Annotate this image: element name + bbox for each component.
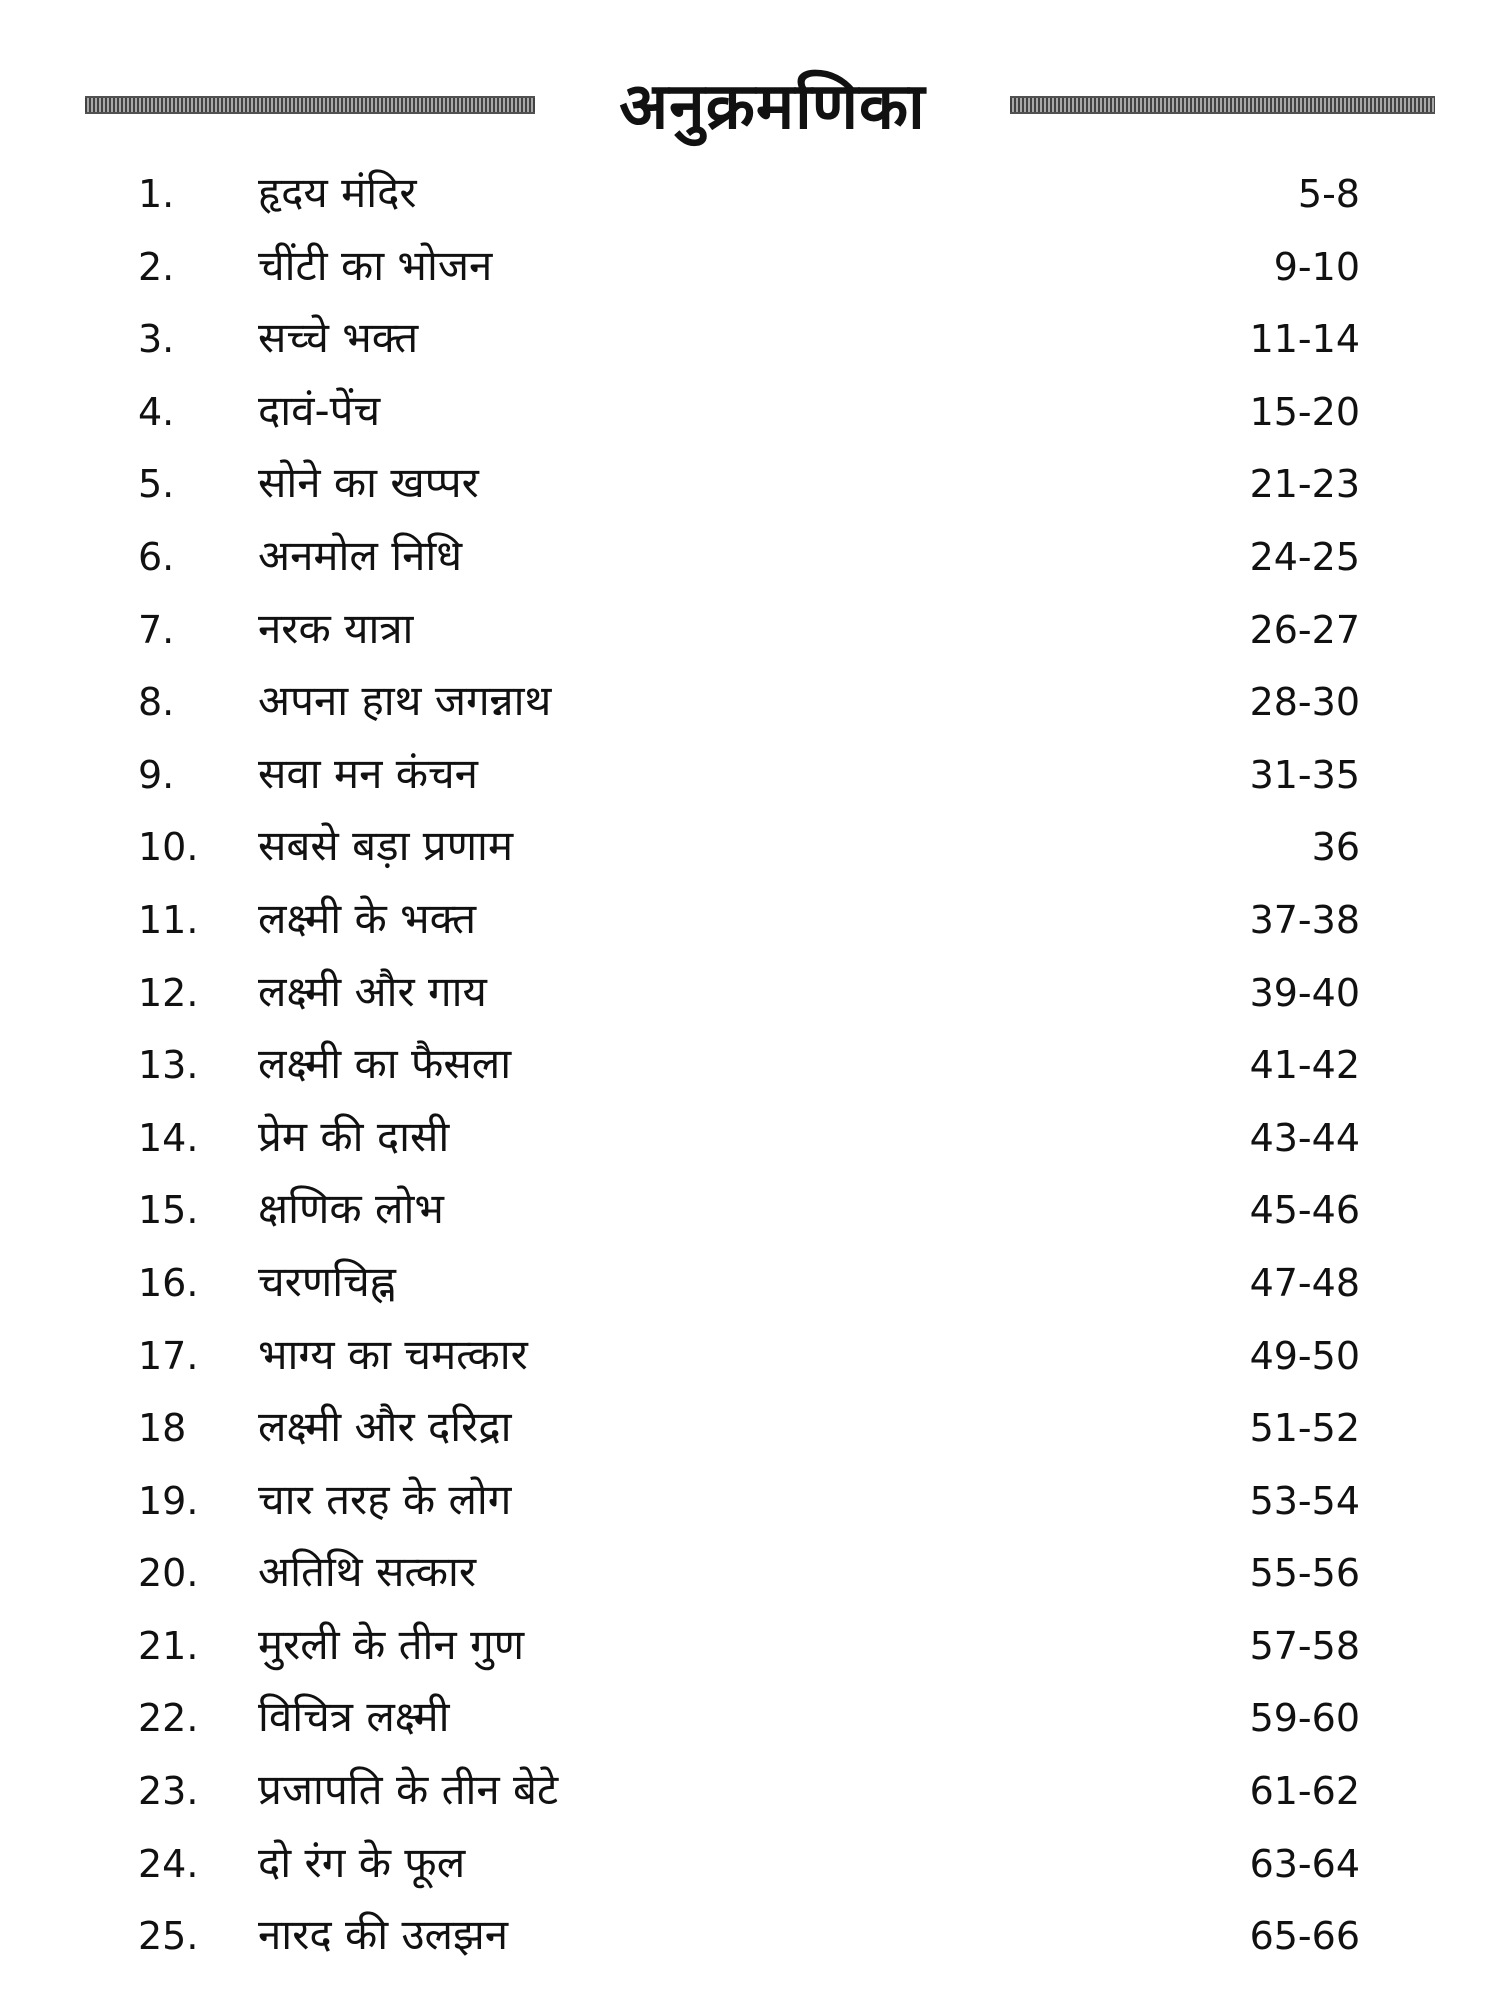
entry-number: 19. [138,1478,199,1523]
entry-number: 13. [138,1043,199,1088]
entry-pages: 55-56 [1249,1551,1360,1596]
entry-number: 23. [138,1769,199,1814]
entry-number: 7. [138,607,175,652]
entry-title: दो रंग के फूल [258,1837,466,1887]
entry-pages: 26-27 [1249,607,1360,652]
entry-number: 11. [138,897,199,942]
toc-entry [0,1320,1500,1393]
entry-title: अपना हाथ जगन्नाथ [258,676,552,726]
toc-entry [0,376,1500,449]
entry-title: भाग्य का चमत्कार [258,1329,528,1379]
entry-number: 5. [138,462,175,507]
toc-entry [0,1102,1500,1175]
entry-pages: 59-60 [1249,1696,1360,1741]
entry-title: सोने का खप्पर [258,458,479,508]
entry-pages: 53-54 [1249,1478,1360,1523]
entry-pages: 37-38 [1249,897,1360,942]
entry-pages: 28-30 [1249,680,1360,725]
entry-number: 3. [138,317,175,362]
entry-number: 20. [138,1551,199,1596]
entry-number: 12. [138,970,199,1015]
entry-number: 6. [138,534,175,579]
toc-entry [0,884,1500,957]
entry-number: 2. [138,244,175,289]
page-title: अनुक्रमणिका [619,70,926,144]
entry-title: मुरली के तीन गुण [258,1619,525,1669]
entry-number: 9. [138,752,175,797]
toc-entry [0,1755,1500,1828]
entry-title: चरणचिह्न [258,1256,396,1306]
entry-title: सबसे बड़ा प्रणाम [258,821,514,871]
toc-entry [0,1828,1500,1901]
entry-pages: 21-23 [1249,462,1360,507]
entry-pages: 49-50 [1249,1333,1360,1378]
toc-entry [0,1682,1500,1755]
entry-number: 21. [138,1623,199,1668]
entry-pages: 15-20 [1249,389,1360,434]
entry-title: सवा मन कंचन [258,748,478,798]
entry-number: 14. [138,1115,199,1160]
toc-entry [0,594,1500,667]
entry-number: 22. [138,1696,199,1741]
entry-title: प्रजापति के तीन बेटे [258,1765,559,1815]
toc-entry [0,1537,1500,1610]
entry-number: 16. [138,1260,199,1305]
toc-entry [0,1247,1500,1320]
entry-title: लक्ष्मी और गाय [258,966,487,1016]
entry-number: 25. [138,1914,199,1959]
toc-entry [0,739,1500,812]
toc-entry [0,957,1500,1030]
entry-title: प्रेम की दासी [258,1111,450,1161]
toc-entry [0,1029,1500,1102]
toc-entry [0,1610,1500,1683]
entry-pages: 47-48 [1249,1260,1360,1305]
toc-entry [0,158,1500,231]
entry-pages: 9-10 [1273,244,1360,289]
entry-pages: 41-42 [1249,1043,1360,1088]
entry-pages: 31-35 [1249,752,1360,797]
entry-title: लक्ष्मी के भक्त [258,893,477,943]
entry-title: चींटी का भोजन [258,240,493,290]
entry-number: 17. [138,1333,199,1378]
entry-pages: 39-40 [1249,970,1360,1015]
toc-entry [0,1174,1500,1247]
toc-entry [0,666,1500,739]
toc-entry [0,1900,1500,1973]
toc-entry [0,1465,1500,1538]
entry-pages: 43-44 [1249,1115,1360,1160]
entry-pages: 65-66 [1249,1914,1360,1959]
entry-number: 10. [138,825,199,870]
entry-title: हृदय मंदिर [258,168,417,217]
entry-title: अतिथि सत्कार [258,1547,477,1597]
entry-pages: 63-64 [1249,1841,1360,1886]
table-of-contents [0,158,1500,1973]
entry-pages: 36 [1311,825,1360,870]
entry-pages: 45-46 [1249,1188,1360,1233]
toc-entry [0,521,1500,594]
entry-title: क्षणिक लोभ [258,1184,444,1234]
toc-entry [0,448,1500,521]
toc-entry [0,1392,1500,1465]
entry-title: नारद की उलझन [258,1910,509,1960]
entry-number: 1. [138,172,175,216]
entry-pages: 11-14 [1249,317,1360,362]
entry-pages: 61-62 [1249,1769,1360,1814]
entry-number: 8. [138,680,175,725]
entry-title: चार तरह के लोग [258,1474,512,1524]
entry-title: विचित्र लक्ष्मी [258,1692,450,1742]
toc-entry [0,811,1500,884]
toc-entry [0,231,1500,304]
title-row [0,62,1500,152]
entry-title: नरक यात्रा [258,603,414,653]
entry-title: लक्ष्मी और दरिद्रा [258,1402,512,1452]
entry-number: 18 [138,1406,187,1451]
entry-number: 24. [138,1841,199,1886]
entry-pages: 5-8 [1297,172,1360,216]
entry-pages: 57-58 [1249,1623,1360,1668]
entry-pages: 51-52 [1249,1406,1360,1451]
entry-title: अनमोल निधि [258,530,463,580]
entry-title: दावं-पेंच [258,385,381,435]
toc-entry [0,303,1500,376]
entry-number: 15. [138,1188,199,1233]
title-rule-right [1010,96,1435,114]
entry-pages: 24-25 [1249,534,1360,579]
entry-title: लक्ष्मी का फैसला [258,1039,512,1089]
entry-number: 4. [138,389,175,434]
entry-title: सच्चे भक्त [258,313,419,363]
title-rule-left [85,96,535,114]
